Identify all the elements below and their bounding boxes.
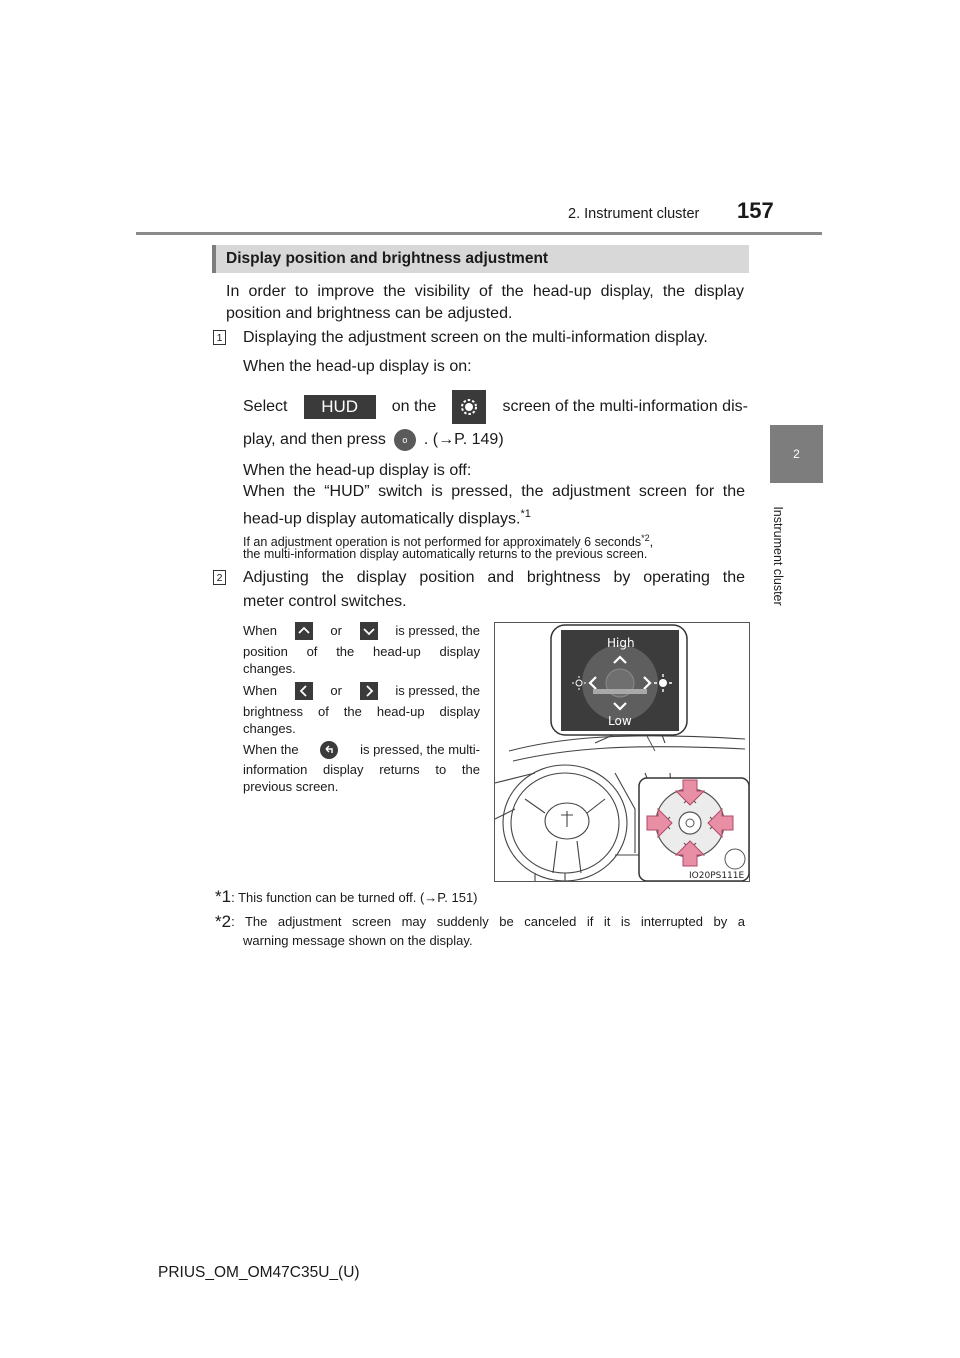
p3-line-3: previous screen. — [243, 779, 339, 794]
up-arrow-button-icon — [295, 622, 313, 640]
figure-code: IO20PS111E — [689, 871, 745, 881]
footnote-2-mark: *2 — [215, 912, 232, 931]
step-1-note-line-2: the multi-information display automatically returns to the previous screen. — [243, 547, 648, 561]
p1-or: or — [330, 623, 342, 638]
p1-line-1 — [243, 622, 480, 640]
chapter-side-label: Instrument cluster — [771, 506, 785, 606]
intro-line-2: position and brightness can be adjusted. — [226, 305, 513, 322]
section-heading: Display position and brightness adjustment — [226, 250, 549, 267]
p1-line-2: position of the head-up display — [243, 644, 480, 659]
intro-line-1: In order to improve the visibility of the head-up display, the display — [226, 283, 744, 300]
p2-rest: is pressed, the — [395, 683, 480, 698]
select-text: Select — [243, 398, 288, 415]
section-heading-bar — [212, 245, 749, 273]
p2-line-1 — [243, 682, 480, 700]
left-arrow-button-icon — [295, 682, 313, 700]
step-1-off-line-2 — [243, 502, 531, 531]
p2-when: When — [243, 683, 277, 698]
screen-of-text: screen of the multi-information dis- — [502, 398, 748, 415]
chapter-tab — [770, 425, 823, 483]
footnote-1 — [215, 888, 478, 906]
footnote-ref-1: *1 — [520, 508, 531, 520]
low-label: Low — [608, 714, 632, 728]
note-line-1-text: If an adjustment operation is not performed for approximately 6 seconds — [243, 535, 642, 550]
p3-when: When the — [243, 742, 299, 757]
step-1-when-on: When the head-up display is on: — [243, 358, 472, 375]
settings-screen-icon — [452, 390, 486, 424]
step-1-title: Displaying the adjustment screen on the multi-information display. — [243, 329, 708, 346]
p2-line-3: changes. — [243, 721, 296, 736]
p1-when: When — [243, 623, 277, 638]
p3-line-1 — [243, 741, 480, 759]
p3-line-2: information display returns to the — [243, 762, 480, 777]
hud-button: HUD — [304, 395, 376, 419]
header-divider — [136, 232, 822, 235]
down-arrow-button-icon — [360, 622, 378, 640]
footnote-2 — [215, 913, 745, 930]
meter-switch-figure — [494, 622, 750, 882]
footnote-ref-2: *2 — [641, 533, 650, 543]
page-number: 157 — [737, 198, 774, 223]
right-arrow-button-icon — [360, 682, 378, 700]
step-1-off-line-1: When the “HUD” switch is pressed, the adjustment screen for the — [243, 483, 745, 500]
chapter-number: 2 — [793, 447, 800, 461]
back-button-icon — [320, 741, 338, 759]
p2-or: or — [330, 683, 342, 698]
footnote-2-line-1: : The adjustment screen may suddenly be canceled if it is interrupted by a — [231, 914, 745, 929]
p1-rest: is pressed, the — [395, 623, 480, 638]
p3-rest: is pressed, the multi- — [360, 742, 480, 757]
step-1-select-line — [243, 390, 748, 424]
footnote-1-text: : This function can be turned off. (→P. 151) — [231, 890, 478, 905]
figure-illustration — [495, 623, 749, 881]
note-comma: , — [649, 535, 654, 550]
high-label: High — [607, 636, 635, 650]
step-2-title-line-2: meter control switches. — [243, 593, 407, 610]
step-2-title-line-1: Adjusting the display position and brightness by operating the — [243, 569, 745, 586]
ok-button-icon: o — [394, 429, 416, 451]
step-2-badge: 2 — [213, 570, 226, 585]
footnote-1-mark: *1 — [215, 887, 232, 906]
p1-line-3: changes. — [243, 661, 296, 676]
p2-line-2: brightness of the head-up display — [243, 704, 480, 719]
document-code: PRIUS_OM_OM47C35U_(U) — [158, 1264, 360, 1281]
step-1-badge: 1 — [213, 330, 226, 345]
step-1-press-line — [243, 428, 504, 452]
on-the-text: on the — [391, 398, 437, 415]
step-1-when-off: When the head-up display is off: — [243, 462, 472, 479]
footnote-2-line-2: warning message shown on the display. — [243, 933, 473, 948]
then-press-text: play, and then press — [243, 431, 386, 448]
off-line-2-text: head-up display automatically displays. — [243, 510, 521, 528]
running-header-section: 2. Instrument cluster — [568, 206, 700, 222]
chapter-side-label-wrap — [768, 496, 788, 616]
page-ref-149: . (→P. 149) — [423, 431, 504, 448]
